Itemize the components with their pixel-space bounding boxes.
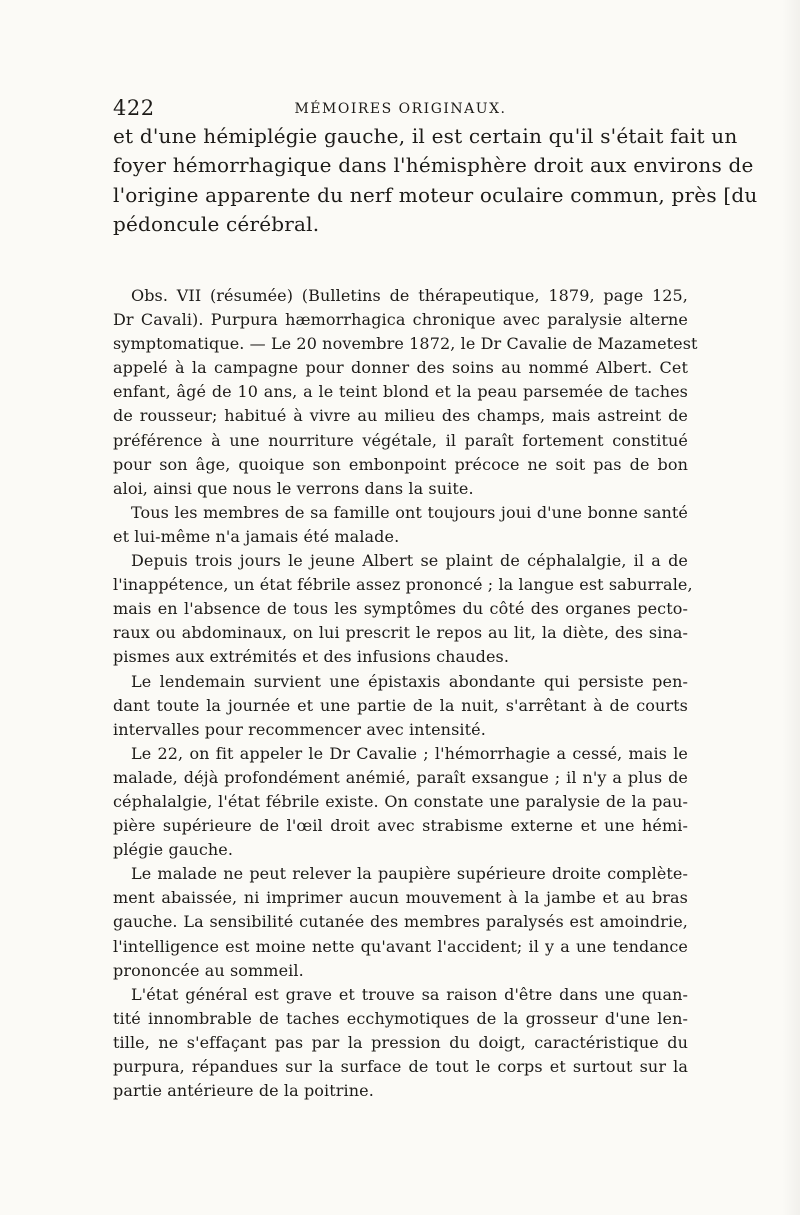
text-line: et lui-même n'a jamais été malade. bbox=[113, 526, 400, 546]
paragraph-first-line: Depuis trois jours le jeune Albert se plaint de céphalalgie, il a de bbox=[131, 551, 688, 571]
text-line: de rousseur; habitué à vivre au milieu des champs, mais astreint de bbox=[113, 406, 688, 426]
text-line: pière supérieure de l'œil droit avec strabisme externe et une hémi- bbox=[113, 816, 688, 836]
text-line: dant toute la journée et une partie de la nuit, s'arrêtant à de courts bbox=[113, 695, 688, 715]
observation-vii bbox=[113, 284, 698, 1103]
text-line: pédoncule cérébral. bbox=[113, 212, 320, 237]
text-line: prononcée au sommeil. bbox=[113, 960, 304, 980]
text-line: l'intelligence est moine nette qu'avant l'accident; il y a une tendance bbox=[113, 936, 688, 956]
text-line: intervalles pour recommencer avec intensité. bbox=[113, 719, 486, 739]
text-line: malade, déjà profondément anémié, paraît exsangue ; il n'y a plus de bbox=[113, 767, 688, 787]
text-line: symptomatique. — Le 20 novembre 1872, le Dr Cavalie de Mazametest bbox=[113, 334, 698, 354]
text-line: aloi, ainsi que nous le verrons dans la suite. bbox=[113, 478, 474, 498]
text-line: plégie gauche. bbox=[113, 840, 234, 860]
text-line: partie antérieure de la poitrine. bbox=[113, 1081, 374, 1101]
text-line: pour son âge, quoique son embonpoint précoce ne soit pas de bon bbox=[113, 454, 688, 474]
text-line: préférence à une nourriture végétale, il paraît fortement constitué bbox=[113, 430, 688, 450]
paragraph-first-line: Le lendemain survient une épistaxis abondante qui persiste pen- bbox=[131, 671, 688, 691]
text-line: tité innombrable de taches ecchymotiques de la grosseur d'une len- bbox=[113, 1008, 688, 1028]
text-line: foyer hémorrhagique dans l'hémisphère droit aux environs de bbox=[113, 153, 754, 178]
paragraph-first-line: Le 22, on fit appeler le Dr Cavalie ; l'hémorrhagie a cessé, mais le bbox=[131, 743, 688, 763]
page-header bbox=[113, 96, 688, 124]
paragraph-first-line: L'état général est grave et trouve sa raison d'être dans une quan- bbox=[131, 984, 688, 1004]
text-line: raux ou abdominaux, on lui prescrit le repos au lit, la diète, des sina- bbox=[113, 623, 688, 643]
paragraph-first-line: Le malade ne peut relever la paupière supérieure droite complète- bbox=[131, 864, 688, 884]
text-line: enfant, âgé de 10 ans, a le teint blond et la peau parsemée de taches bbox=[113, 382, 688, 402]
text-line: pismes aux extrémités et des infusions chaudes. bbox=[113, 647, 510, 667]
text-line: tille, ne s'effaçant pas par la pression du doigt, caractéristique du bbox=[113, 1032, 688, 1052]
page-edge-shadow bbox=[782, 0, 800, 1215]
opening-paragraph bbox=[113, 122, 758, 240]
page-number: 422 bbox=[113, 96, 155, 120]
text-line: appelé à la campagne pour donner des soins au nommé Albert. Cet bbox=[113, 358, 688, 378]
running-head: MÉMOIRES ORIGINAUX. bbox=[294, 101, 507, 117]
text-line: ment abaissée, ni imprimer aucun mouvement à la jambe et au bras bbox=[113, 888, 688, 908]
text-line: l'origine apparente du nerf moteur oculaire commun, près [du bbox=[113, 182, 758, 207]
text-line: gauche. La sensibilité cutanée des membres paralysés est amoindrie, bbox=[113, 912, 688, 932]
text-line: céphalalgie, l'état fébrile existe. On constate une paralysie de la pau- bbox=[113, 791, 688, 811]
text-line: mais en l'absence de tous les symptômes du côté des organes pecto- bbox=[113, 599, 688, 619]
paragraph-first-line: Tous les membres de sa famille ont toujours joui d'une bonne santé bbox=[131, 502, 688, 522]
paragraph-first-line: Obs. VII (résumée) (Bulletins de thérapeutique, 1879, page 125, bbox=[131, 286, 688, 305]
text-line: Dr Cavali). Purpura hæmorrhagica chronique avec paralysie alterne bbox=[113, 310, 688, 330]
text-line: l'inappétence, un état fébrile assez prononcé ; la langue est saburrale, bbox=[113, 575, 693, 595]
text-line: et d'une hémiplégie gauche, il est certain qu'il s'était fait un bbox=[113, 124, 738, 148]
text-line: purpura, répandues sur la surface de tout le corps et surtout sur la bbox=[113, 1057, 688, 1076]
